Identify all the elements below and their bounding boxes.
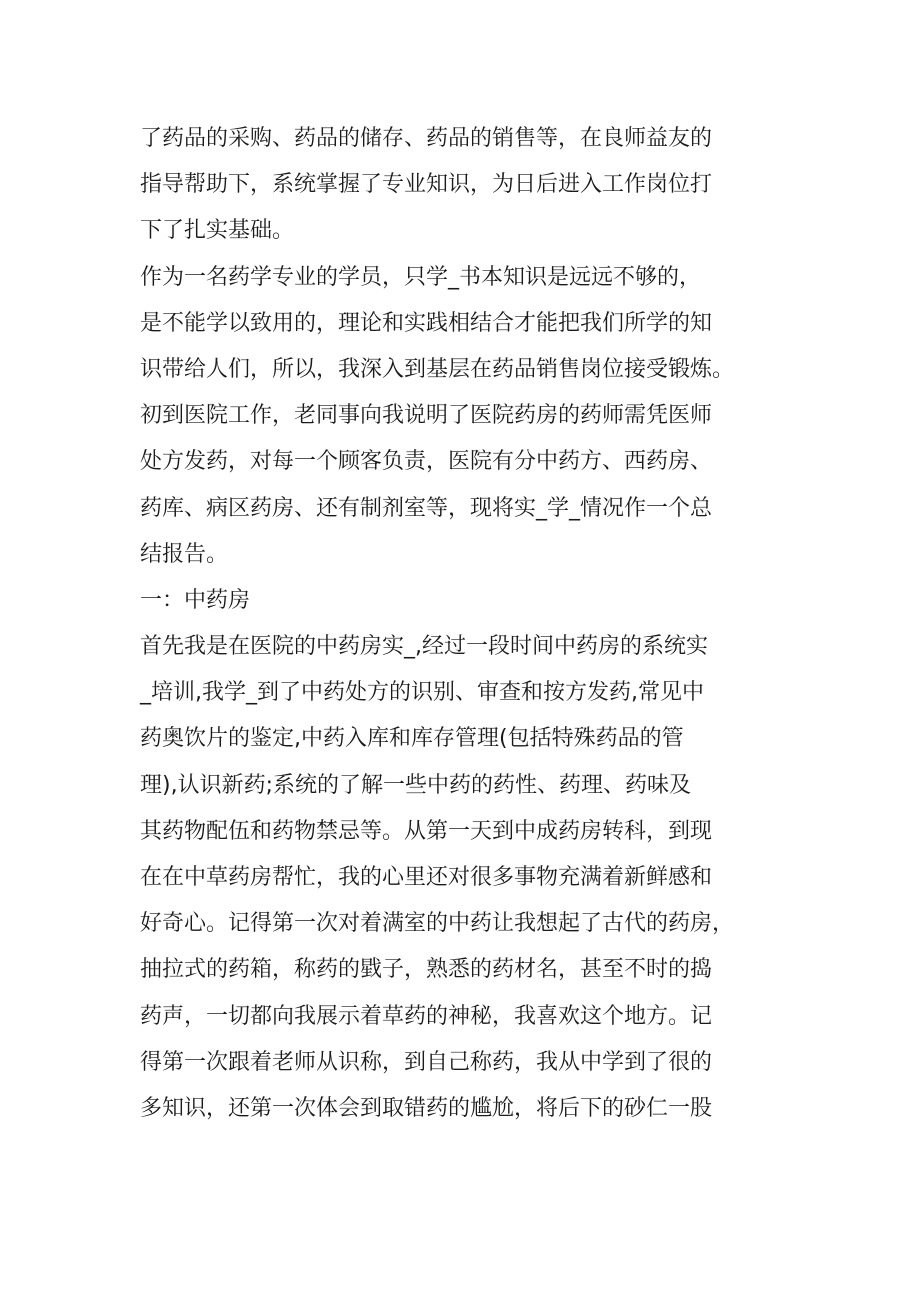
text-line-8: 处方发药，对每一个顾客负责，医院有分中药方、西药房、 [140,449,713,475]
text-line-22: 多知识，还第一次体会到取错药的尴尬，将后下的砂仁一股 [140,1095,713,1121]
text-line-16: 其药物配伍和药物禁忌等。从第一天到中成药房转科，到现 [140,818,713,844]
text-line-13: _培训,我学_到了中药处方的识别、审查和按方发药,常见中 [140,680,704,706]
text-line-15: 理),认识新药;系统的了解一些中药的药性、药理、药味及 [140,772,691,798]
text-line-5: 是不能学以致用的，理论和实践相结合才能把我们所学的知 [140,310,713,336]
text-line-3: 下了扎实基础。 [140,218,295,244]
text-line-14: 药奥饮片的鉴定,中药入库和库存管理(包括特殊药品的管 [140,726,684,752]
text-line-19: 抽拉式的药箱，称药的戥子，熟悉的药材名，甚至不时的捣 [140,957,713,983]
text-line-21: 得第一次跟着老师从识称，到自己称药，我从中学到了很的 [140,1049,713,1075]
text-line-1: 了药品的采购、药品的储存、药品的销售等，在良师益友的 [140,126,713,151]
body-text [140,116,800,1132]
section-heading: 一：中药房 [140,587,251,613]
text-line-17: 在在中草药房帮忙，我的心里还对很多事物充满着新鲜感和 [140,865,713,890]
text-line-2: 指导帮助下，系统掌握了专业知识，为日后进入工作岗位打 [140,172,713,198]
text-line-7: 初到医院工作，老同事向我说明了医院药房的药师需凭医师 [140,403,713,429]
text-line-10: 结报告。 [140,541,229,567]
text-line-20: 药声，一切都向我展示着草药的神秘，我喜欢这个地方。记 [140,1003,713,1029]
text-line-6: 识带给人们，所以，我深入到基层在药品销售岗位接受锻炼。 [140,356,735,382]
text-line-9: 药库、病区药房、还有制剂室等，现将实_学_情况作一个总 [140,495,713,521]
text-line-12: 首先我是在医院的中药房实_,经过一段时间中药房的系统实 [140,634,708,660]
text-line-4: 作为一名药学专业的学员，只学_书本知识是远远不够的， [140,264,702,290]
text-line-18: 好奇心。记得第一次对着满室的中药让我想起了古代的药房， [140,911,735,937]
